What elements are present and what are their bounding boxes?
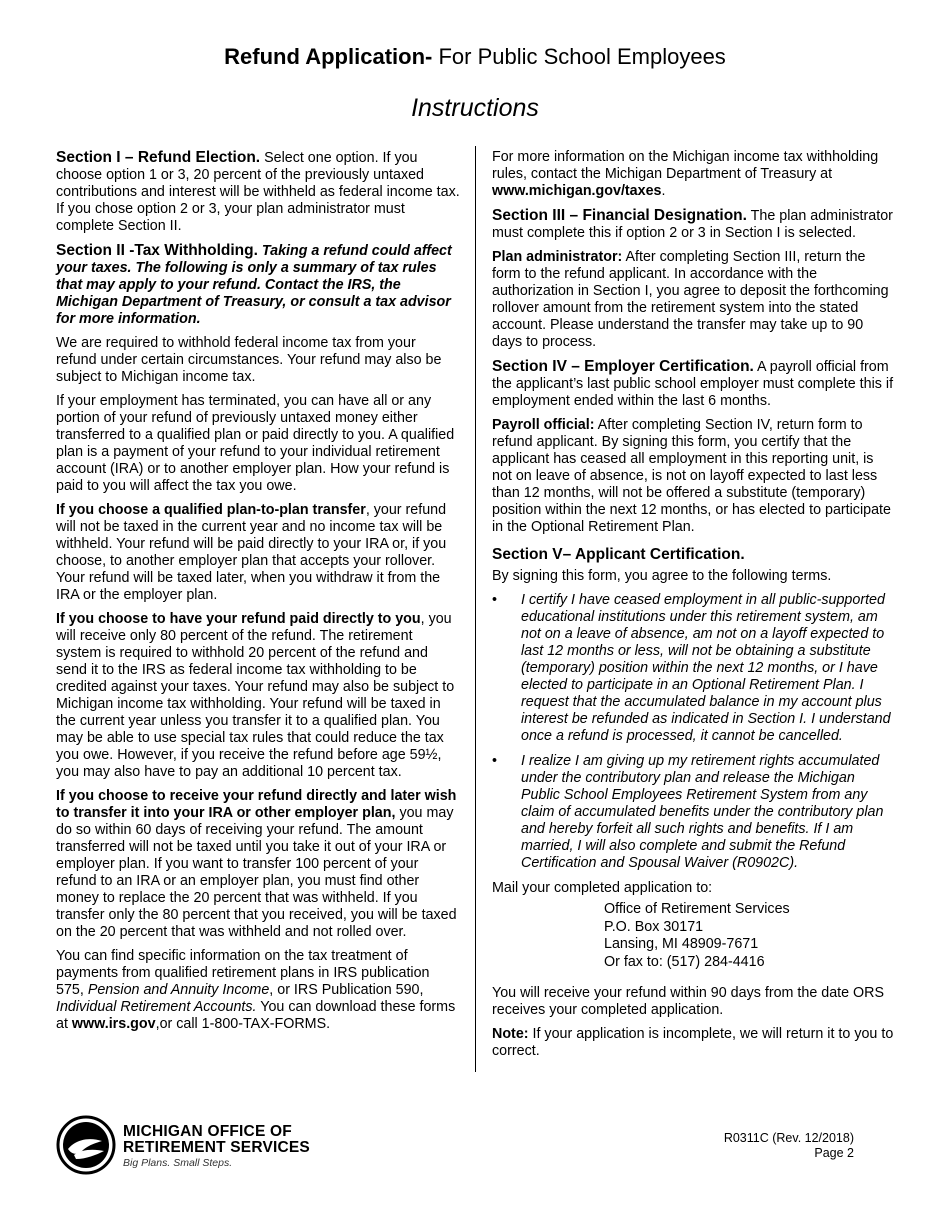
- plan-transfer-lead: If you choose a qualified plan-to-plan transfer: [56, 502, 366, 518]
- section-4-heading: Section IV – Employer Certification.: [492, 358, 754, 375]
- title-rest: For Public School Employees: [432, 44, 726, 69]
- treasury-website-link[interactable]: www.michigan.gov/taxes: [492, 183, 662, 199]
- direct-payment-text: , you will receive only 80 percent of the refund. The retirement system is required to withhold 20 percent of the refund and send it to the IRS as federal income tax withholding to be credited against your taxes. Your refund may also be subject to Michigan income tax withholding. Your refund will be taxed in the current year unless you transfer it to a qualified plan. You may be able to use special tax rules that could reduce the tax you owe. However, if you receive the refund before age 59½, you may also have to pay an additional 10 percent tax.: [56, 611, 455, 780]
- plan-administrator-paragraph: [492, 249, 897, 351]
- plan-administrator-label: Plan administrator:: [492, 249, 623, 265]
- later-transfer-paragraph: [56, 788, 460, 941]
- section-4-text: A payroll official from the applicant’s last public school employer must complete this if employment ended within the last 6 months.: [492, 359, 894, 409]
- later-transfer-lead: If you choose to receive your refund directly and later wish to transfer it into your IRA or other employer plan,: [56, 788, 457, 821]
- certification-term: [492, 592, 897, 745]
- section-5-heading: Section V– Applicant Certification.: [492, 546, 745, 563]
- certification-terms: [492, 592, 897, 872]
- direct-payment-paragraph: [56, 611, 460, 781]
- column-divider: [475, 146, 476, 1072]
- note-text: If your application is incomplete, we will return it to you to correct.: [492, 1026, 894, 1059]
- section-1: [56, 149, 460, 235]
- address-line: P.O. Box 30171: [604, 918, 704, 935]
- logo-line-1: MICHIGAN OFFICE OF: [123, 1123, 292, 1140]
- later-transfer-text: you may do so within 60 days of receiving your refund. The amount transferred will not be taxed until you take it out of your IRA or employer plan. If you want to transfer 100 percent of your refund to an IRA or an employer plan, you must find other money to replace the 20 percent that was withheld. If you transfer only the 80 percent that you received, you will be taxed on the 20 percent that was withheld and not rolled over.: [56, 805, 457, 940]
- page-title: [0, 42, 950, 72]
- section-2-heading: Section II -Tax Withholding.: [56, 242, 258, 259]
- irs-info-text-3: You can download these forms at: [56, 999, 456, 1032]
- note-paragraph: [492, 1026, 897, 1060]
- section-3: [492, 207, 897, 242]
- section-1-heading: Section I – Refund Election.: [56, 149, 261, 166]
- treasury-info-text: For more information on the Michigan income tax withholding rules, contact the Michigan Department of Treasury at: [492, 149, 879, 182]
- pub-575-title: Pension and Annuity Income: [87, 982, 270, 998]
- irs-website-link[interactable]: www.irs.gov: [71, 1016, 156, 1032]
- withholding-paragraph: We are required to withhold federal income tax from your refund under certain circumstances. Your refund may also be subject to Michigan income tax.: [56, 335, 442, 385]
- irs-info-text-2: , or IRS Publication 590,: [269, 982, 424, 998]
- fax-line: Or fax to: (517) 284-4416: [604, 953, 765, 970]
- ors-logo: [56, 1115, 356, 1177]
- right-column: [492, 149, 897, 1067]
- section-5: [492, 546, 897, 564]
- plan-transfer-paragraph: [56, 502, 460, 604]
- terminated-paragraph: If your employment has terminated, you can have all or any portion of your refund of previously untaxed money either transferred to a qualified plan or paid directly to you. A qualified plan is a payment of your refund to your individual retirement account (IRA) or to another employer plan. How your refund is paid to you will affect the tax you owe.: [56, 393, 455, 494]
- logo-wordmark: [123, 1124, 310, 1156]
- section-5-intro: By signing this form, you agree to the following terms.: [492, 568, 832, 584]
- plan-administrator-text: After completing Section III, return the form to the refund applicant. In accordance with the authorization in Section I, you agree to deposit the forthcoming rollover amount from the retirement system into the stated account. Please understand the transfer may take up to 90 days to process.: [492, 249, 889, 350]
- form-info: [724, 1131, 854, 1161]
- section-4: [492, 358, 897, 410]
- certification-term-text: I realize I am giving up my retirement rights accumulated under the contributory plan and release the Michigan Public School Employees Retirement System from any claim of accumulated benefits under the contributory plan and hereby forfeit all such rights and benefits. If I am married, I will also complete and submit the Refund Certification and Spousal Waiver (R0902C).: [521, 753, 884, 871]
- logo-line-2: RETIREMENT SERVICES: [123, 1139, 310, 1156]
- michigan-emblem-icon: [56, 1115, 116, 1175]
- direct-payment-lead: If you choose to have your refund paid directly to you: [56, 611, 421, 627]
- section-3-text: The plan administrator must complete this if option 2 or 3 in Section I is selected.: [492, 208, 893, 241]
- address-line: Office of Retirement Services: [604, 901, 790, 917]
- certification-term-text: I certify I have ceased employment in all public-supported educational institutions under this retirement system, am not on a leave of absence, am not on a layoff expected to last 12 months or less, will not be obtaining a substitute (temporary) position within the next 12 months, or I have elected to participate in an Optional Retirement Plan. I request that the accumulated balance in my account plus interest be refunded as indicated in Section I. I understand once a refund is processed, it cannot be cancelled.: [521, 592, 891, 744]
- irs-info-text-4: ,or call 1-800-TAX-FORMS.: [155, 1016, 331, 1032]
- treasury-info-period: .: [661, 183, 666, 199]
- section-2-warning: Taking a refund could affect your taxes. The following is only a summary of tax rules that may apply to your refund. Contact the IRS, the Michigan Department of Treasury, or consult a tax advisor for more information.: [56, 243, 452, 327]
- payroll-official-label: Payroll official:: [492, 417, 595, 433]
- form-number: R0311C (Rev. 12/2018): [723, 1131, 854, 1145]
- treasury-info-paragraph: [492, 149, 897, 200]
- title-bold: Refund Application-: [224, 44, 433, 69]
- section-3-heading: Section III – Financial Designation.: [492, 207, 747, 224]
- receive-refund-paragraph: You will receive your refund within 90 days from the date ORS receives your completed application.: [492, 985, 885, 1018]
- irs-info-text-1: You can find specific information on the tax treatment of payments from qualified retirement plans in IRS publication 575,: [56, 948, 430, 998]
- left-column: [56, 149, 460, 1040]
- plan-transfer-text: , your refund will not be taxed in the current year and no income tax will be withheld. Your refund will be paid directly to your IRA or, if you choose, to another employer plan that accepts your rollover. Your refund will be taxed later, when you withdraw it from the IRA or the employer plan.: [56, 502, 447, 603]
- pub-590-title: Individual Retirement Accounts.: [56, 999, 257, 1015]
- page-number: Page 2: [814, 1146, 854, 1160]
- note-label: Note:: [492, 1026, 529, 1042]
- payroll-official-text: After completing Section IV, return form to refund applicant. By signing this form, you certify that the applicant has ceased all employment in this reporting unit, is not on leave of absence, is not on layoff expected to last less than 12 months, will not be offered a substitute (temporary) position within the next 12 months, or has elected to participate in the Optional Retirement Plan.: [492, 417, 891, 535]
- irs-info-paragraph: [56, 948, 460, 1033]
- section-1-text: Select one option. If you choose option 1 or 3, 20 percent of the previously untaxed contributions and interest will be withheld as federal income tax. If you chose option 2 or 3, your plan administrator must complete Section II.: [56, 150, 460, 234]
- payroll-official-paragraph: [492, 417, 897, 536]
- certification-term: [492, 753, 897, 872]
- section-2: [56, 242, 460, 328]
- mail-intro: Mail your completed application to:: [492, 880, 713, 896]
- bullet-icon: •: [492, 592, 498, 608]
- bullet-icon: •: [492, 753, 498, 769]
- page-subtitle: Instructions: [411, 94, 539, 122]
- address-line: Lansing, MI 48909-7671: [604, 936, 759, 952]
- mailing-address: [492, 901, 897, 971]
- logo-tagline: Big Plans. Small Steps.: [123, 1157, 233, 1169]
